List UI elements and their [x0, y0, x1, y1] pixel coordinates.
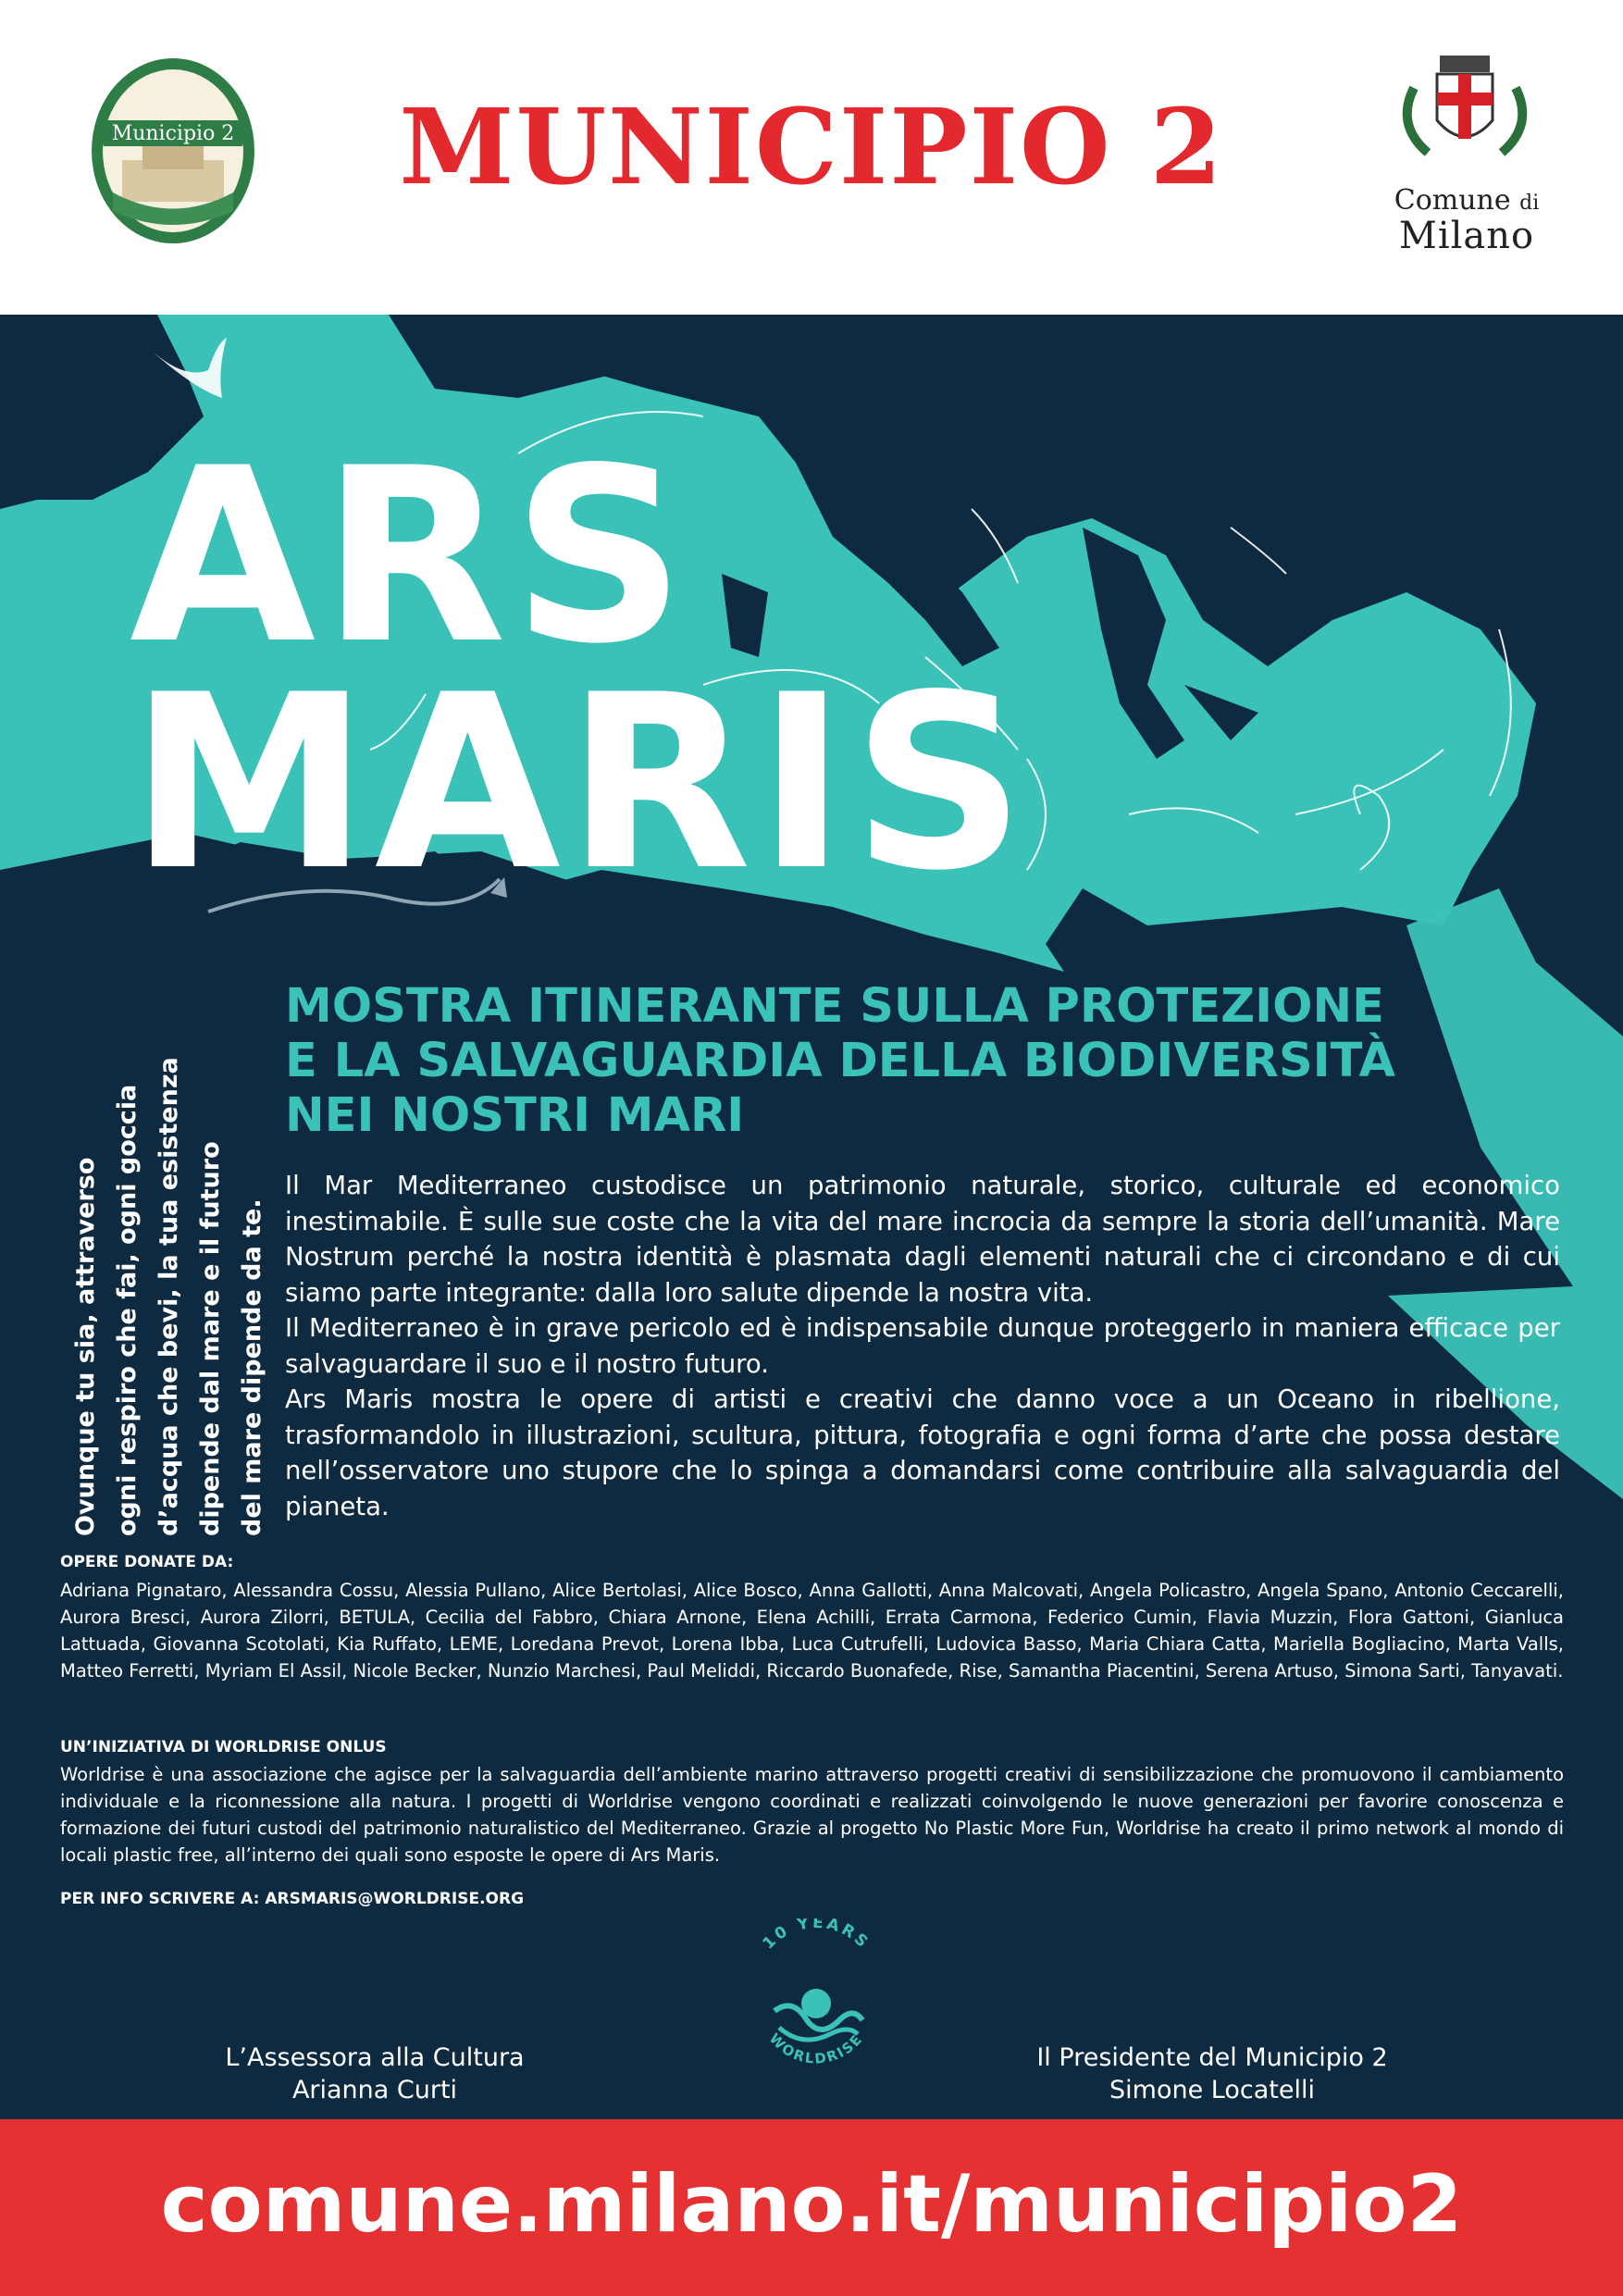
exhibition-subtitle: MOSTRA ITINERANTE SULLA PROTEZIONE E LA SALVAGUARDIA DELLA BIODIVERSITÀ NEI NOSTRI MARI	[285, 979, 1395, 1143]
donors-heading: OPERE DONATE DA:	[60, 1553, 234, 1571]
comune-milano-crest	[1386, 51, 1543, 162]
signature-presidente: Il Presidente del Municipio 2 Simone Locatelli	[1036, 2043, 1388, 2104]
body-text: Il Mar Mediterraneo custodisce un patrimonio naturale, storico, culturale ed economico inestimabile. È sulle sue coste che la vita del mare incrocia da sempre la storia dell’umanità. Mare Nostrum perché la nostra identità è plasmata dagli elementi naturali che ci circondano e di cui siamo parte integrante: dalla loro salute dipende la nostra vita. Il Mediterraneo è in grave pericolo ed è indispensabile dunque proteggerlo in maniera efficace per salvaguardare il suo e il nostro futuro. Ars Maris mostra le opere di artisti e creativi che danno voce a un Oceano in ribellione, trasformandolo in illustrazioni, scultura, pittura, fotografia e ogni forma d’arte che possa destare nell’osservatore uno stupore che lo spinga a domandarsi come contribuire alla salvaguardia del pianeta.	[285, 1171, 1560, 1521]
footer-url[interactable]: comune.milano.it/municipio2	[160, 2158, 1463, 2251]
svg-text:10 YEARS: 10 YEARS	[759, 1918, 873, 1954]
vertical-quote: Ovunque tu sia, attraverso ogni respiro che fai, ogni goccia d’acqua che bevi, la tua esistenza dipende dal mare e il futuro del mare dipende da te.	[71, 1057, 266, 1536]
svg-text:Municipio 2: Municipio 2	[111, 122, 235, 145]
initiative-heading: UN’INIZIATIVA DI WORLDRISE ONLUS	[60, 1738, 387, 1756]
footer-bar	[0, 2119, 1623, 2296]
milano-label: Milano	[1398, 215, 1535, 257]
exhibition-title: ARS MARIS	[130, 417, 1032, 924]
poster-panel	[0, 315, 1623, 2119]
signature-assessora: L’Assessora alla Cultura Arianna Curti	[225, 2043, 525, 2104]
contact-info: PER INFO SCRIVERE A: ARSMARIS@WORLDRISE.ORG	[60, 1890, 525, 1908]
svg-text:WORLDRISE: WORLDRISE	[765, 2029, 867, 2067]
initiative-text: Worldrise è una associazione che agisce per la salvaguardia dell’ambiente marino attraverso progetti creativi di sensibilizzazione che promuovono il cambiamento individuale e la riconnessione alla natura. I progetti di Worldrise vengono coordinati e realizzati coinvolgendo le nuove generazioni per favorire conoscenza e formazione dei futuri custodi del patrimonio naturalistico del Mediterraneo. Grazie al progetto No Plastic More Fun, Worldrise ha creato il primo network al mondo di locali plastic free, all’interno dei quali sono esposte le opere di Ars Maris.	[60, 1764, 1564, 1866]
donors-list: Adriana Pignataro, Alessandra Cossu, Alessia Pullano, Alice Bertolasi, Alice Bosco, Anna Gallotti, Anna Malcovati, Angela Policastro, Angela Spano, Antonio Ceccarelli, Aurora Bresci, Aurora Zilorri, BETULA, Cecilia del Fabbro, Chiara Arnone, Elena Achilli, Errata Carmona, Federico Cumin, Flavia Muzzin, Flora Gattoni, Gianluca Lattuada, Giovanna Scotolati, Kia Ruffato, LEME, Loredana Prevot, Lorena Ibba, Luca Cutrufelli, Ludovica Basso, Maria Chiara Catta, Mariella Bogliacino, Marta Valls, Matteo Ferretti, Myriam El Assil, Nicole Becker, Nunzio Marchesi, Paul Meliddi, Riccardo Buonafede, Rise, Samantha Piacentini, Serena Artuso, Simona Sarti, Tanyavati.	[60, 1580, 1564, 1682]
page-title: MUNICIPIO 2	[399, 87, 1224, 208]
worldrise-10-years-logo	[737, 1918, 895, 2085]
comune-label: Comune di	[1394, 184, 1540, 217]
